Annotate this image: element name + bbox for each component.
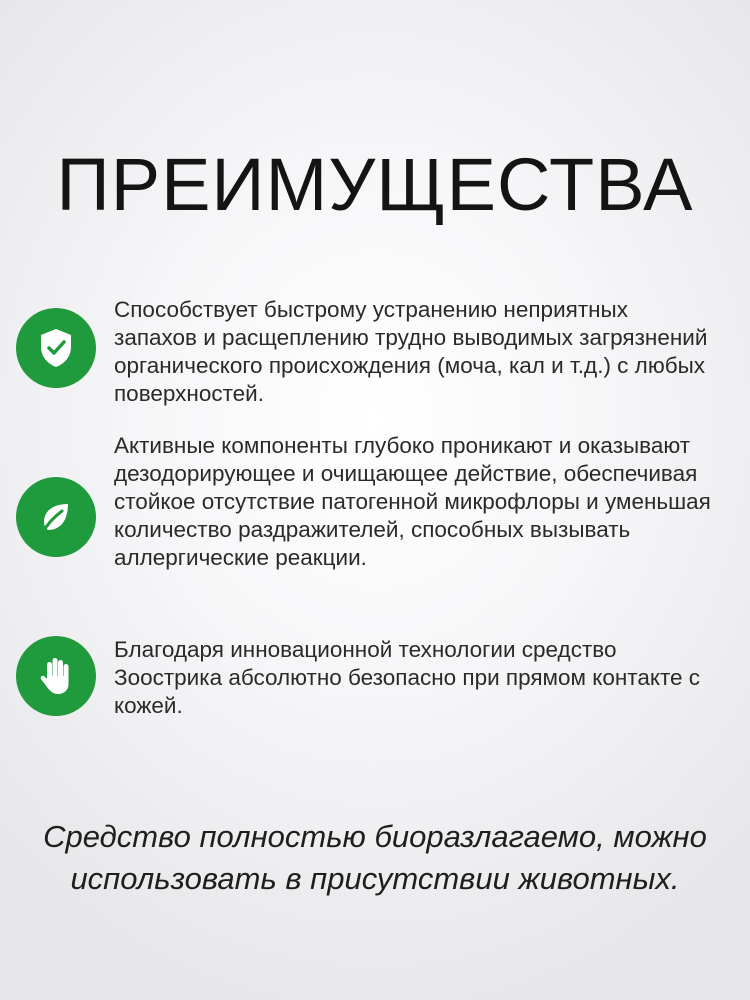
page-title: ПРЕИМУЩЕСТВА (56, 143, 694, 226)
footer-note: Средство полностью биоразлагаемо, можно использовать в присутствии животных. (43, 819, 707, 896)
feature-text: Активные компоненты глубоко проникают и оказывают дезодорирующее и очищающее действие, обеспечивая стойкое отсутствие патогенной микрофлоры и уменьшая количество раздражителей, способных вызывать аллергические реакции. (114, 433, 711, 570)
leaf-icon (16, 477, 96, 557)
feature-text: Способствует быстрому устранению неприятных запахов и расщеплению трудно выводимых загрязнений органического происхождения (моча, кал и т.д.) с любых поверхностей. (114, 297, 708, 406)
hand-icon (16, 636, 96, 716)
shield-check-icon (16, 308, 96, 388)
feature-text: Благодаря инновационной технологии средство Зоострика абсолютно безопасно при прямом контакте с кожей. (114, 637, 701, 718)
